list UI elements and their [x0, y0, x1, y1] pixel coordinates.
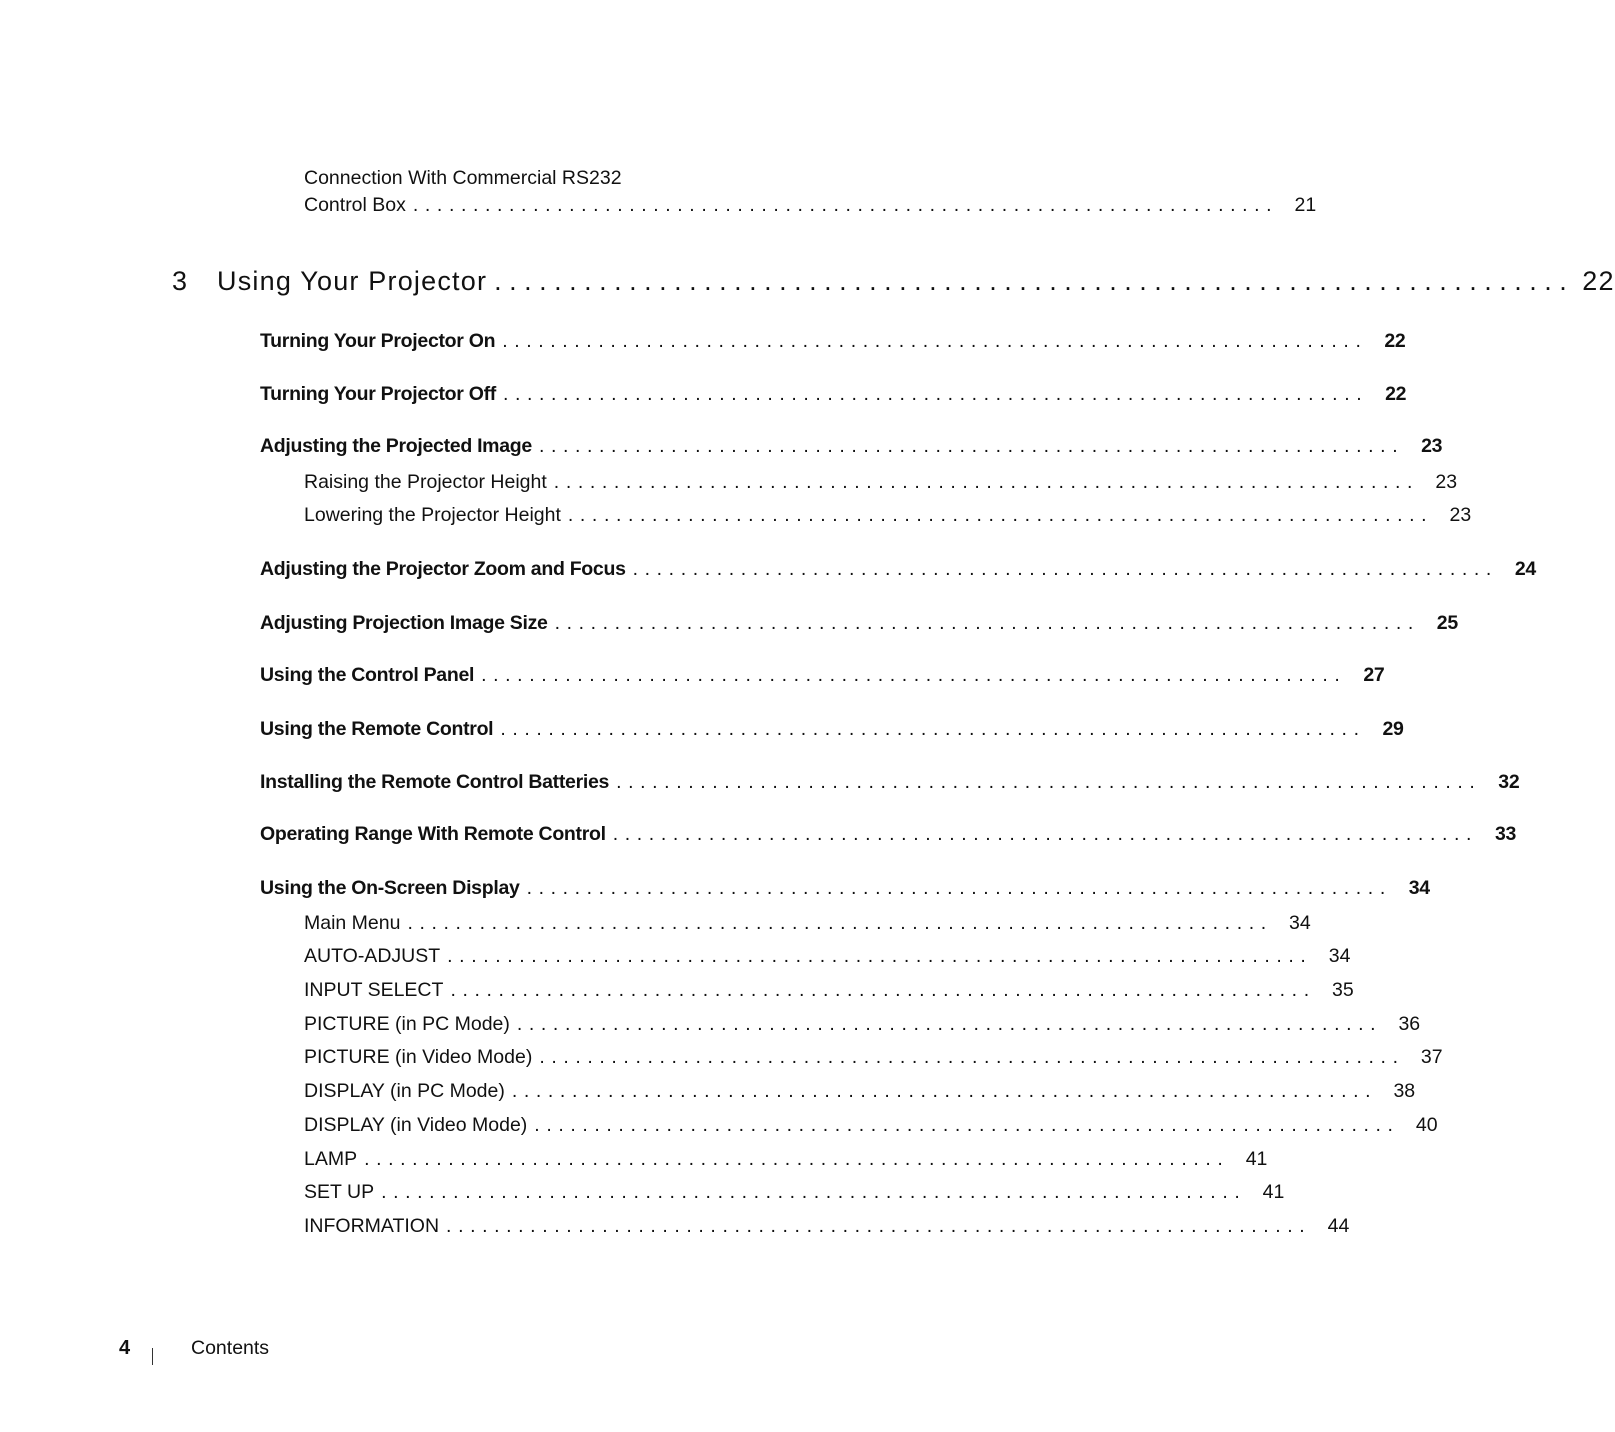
toc-entry-title: Using the Remote Control — [260, 718, 494, 740]
toc-entry-display-video-mode[interactable] — [304, 1114, 1438, 1137]
toc-entry-title: Control Box — [304, 194, 406, 216]
dot-leader: ........................................................................ — [534, 1114, 1400, 1136]
toc-entry-page: 36 — [1398, 1013, 1421, 1035]
toc-entry-page: 41 — [1245, 1148, 1268, 1170]
toc-entry-page: 23 — [1449, 504, 1472, 526]
toc-entry-title: SET UP — [304, 1181, 375, 1203]
toc-entry-title: PICTURE (in Video Mode) — [304, 1046, 533, 1068]
dot-leader: ........................................................................ — [511, 1080, 1378, 1102]
toc-entry-page: 37 — [1420, 1046, 1443, 1068]
toc-entry-raising-projector-height[interactable] — [304, 471, 1458, 494]
dot-leader: ........................................................................ — [412, 194, 1279, 216]
dot-leader: ........................................................................ — [364, 1148, 1230, 1170]
dot-leader: ........................................................................ — [494, 266, 1575, 296]
toc-entry-page: 34 — [1289, 912, 1311, 934]
dot-leader: ........................................................................ — [502, 330, 1368, 352]
toc-entry-main-menu[interactable] — [304, 912, 1311, 935]
toc-entry-title: Using the On-Screen Display — [260, 877, 520, 899]
dot-leader: ........................................................................ — [567, 504, 1434, 526]
toc-entry-auto-adjust[interactable] — [304, 945, 1351, 968]
toc-entry-title: Using the Control Panel — [260, 664, 475, 686]
dot-leader: ........................................................................ — [516, 1013, 1383, 1035]
toc-entry-title: Installing the Remote Control Batteries — [260, 771, 610, 793]
dot-leader: ........................................................................ — [539, 1046, 1405, 1068]
toc-entry-page: 23 — [1435, 471, 1458, 493]
toc-entry-picture-video-mode[interactable] — [304, 1046, 1443, 1069]
toc-entry-control-panel[interactable] — [260, 664, 1385, 687]
toc-entry-lamp[interactable] — [304, 1148, 1268, 1171]
dot-leader: ........................................................................ — [446, 1215, 1312, 1237]
toc-entry-page: 32 — [1498, 771, 1520, 793]
dot-leader: ........................................................................ — [500, 718, 1366, 740]
dot-leader: ........................................................................ — [632, 558, 1498, 580]
toc-entry-title: Turning Your Projector On — [260, 330, 496, 352]
dot-leader: ........................................................................ — [553, 471, 1420, 493]
toc-entry-title: Turning Your Projector Off — [260, 383, 496, 405]
toc-chapter-title — [172, 266, 487, 297]
toc-entry-information[interactable] — [304, 1215, 1350, 1238]
toc-entry-title: Lowering the Projector Height — [304, 504, 561, 526]
toc-entry-page: 22 — [1385, 383, 1407, 405]
toc-entry-remote-control[interactable] — [260, 718, 1404, 741]
toc-entry-title: DISPLAY (in PC Mode) — [304, 1080, 505, 1102]
toc-entry-operating-range[interactable] — [260, 823, 1517, 846]
footer-divider — [152, 1348, 153, 1365]
toc-entry-turning-projector-off[interactable] — [260, 383, 1407, 406]
toc-entry-picture-pc-mode[interactable] — [304, 1013, 1421, 1036]
toc-entry-page: 40 — [1415, 1114, 1438, 1136]
toc-entry-page: 41 — [1262, 1181, 1285, 1203]
chapter-number: 3 — [172, 266, 189, 296]
dot-leader: ........................................................................ — [381, 1181, 1247, 1203]
toc-entry-page: 34 — [1328, 945, 1351, 967]
toc-entry-title: Main Menu — [304, 912, 401, 934]
toc-entry-title: Adjusting Projection Image Size — [260, 612, 548, 634]
toc-entry-adjusting-projected-image[interactable] — [260, 435, 1443, 458]
toc-entry-projection-image-size[interactable] — [260, 612, 1458, 635]
toc-chapter-page: 22 — [1582, 266, 1615, 296]
toc-entry-lowering-projector-height[interactable] — [304, 504, 1472, 527]
toc-entry-page: 23 — [1421, 435, 1443, 457]
toc-entry-title: Raising the Projector Height — [304, 471, 547, 493]
toc-entry-title: Adjusting the Projector Zoom and Focus — [260, 558, 626, 580]
toc-entry-page: 25 — [1436, 612, 1458, 634]
toc-entry-page: 29 — [1382, 718, 1404, 740]
toc-entry-rs232-control-box[interactable] — [304, 194, 1317, 217]
footer-section-label: Contents — [191, 1337, 270, 1359]
toc-entry-page: 27 — [1363, 664, 1385, 686]
toc-entry-page: 33 — [1494, 823, 1517, 845]
dot-leader: ........................................................................ — [450, 979, 1316, 1001]
toc-entry-page: 44 — [1327, 1215, 1350, 1237]
toc-entry-input-select[interactable] — [304, 979, 1354, 1002]
dot-leader: ........................................................................ — [407, 912, 1273, 934]
toc-entry-display-pc-mode[interactable] — [304, 1080, 1416, 1103]
dot-leader: ........................................................................ — [481, 664, 1347, 686]
toc-entry-on-screen-display[interactable] — [260, 877, 1430, 900]
toc-entry-page: 35 — [1332, 979, 1354, 1001]
dot-leader: ........................................................................ — [538, 435, 1405, 457]
toc-entry-title: AUTO-ADJUST — [304, 945, 441, 967]
toc-entry-set-up[interactable] — [304, 1181, 1285, 1204]
toc-chapter-using-your-projector[interactable] — [172, 266, 1615, 297]
toc-entry-title: INFORMATION — [304, 1215, 440, 1237]
toc-entry-title: PICTURE (in PC Mode) — [304, 1013, 510, 1035]
toc-entry-title: Operating Range With Remote Control — [260, 823, 606, 845]
toc-entry-zoom-and-focus[interactable] — [260, 558, 1536, 581]
dot-leader: ........................................................................ — [616, 771, 1482, 793]
toc-entry-remote-control-batteries[interactable] — [260, 771, 1520, 794]
chapter-title-text: Using Your Projector — [217, 266, 488, 296]
toc-continued-entry-line1: Connection With Commercial RS232 — [304, 167, 622, 189]
toc-entry-page: 24 — [1514, 558, 1536, 580]
dot-leader: ........................................................................ — [526, 877, 1392, 899]
dot-leader: ........................................................................ — [502, 383, 1369, 405]
toc-entry-title: DISPLAY (in Video Mode) — [304, 1114, 528, 1136]
toc-entry-page: 22 — [1384, 330, 1406, 352]
dot-leader: ........................................................................ — [554, 612, 1420, 634]
footer-page-number: 4 — [119, 1337, 131, 1359]
dot-leader: ........................................................................ — [447, 945, 1313, 967]
toc-entry-page: 38 — [1393, 1080, 1416, 1102]
toc-entry-page: 21 — [1294, 194, 1317, 216]
toc-entry-page: 34 — [1408, 877, 1430, 899]
toc-entry-title: INPUT SELECT — [304, 979, 444, 1001]
dot-leader: ........................................................................ — [612, 823, 1479, 845]
toc-entry-turning-projector-on[interactable] — [260, 330, 1406, 353]
toc-entry-title: LAMP — [304, 1148, 358, 1170]
toc-entry-title: Adjusting the Projected Image — [260, 435, 532, 457]
